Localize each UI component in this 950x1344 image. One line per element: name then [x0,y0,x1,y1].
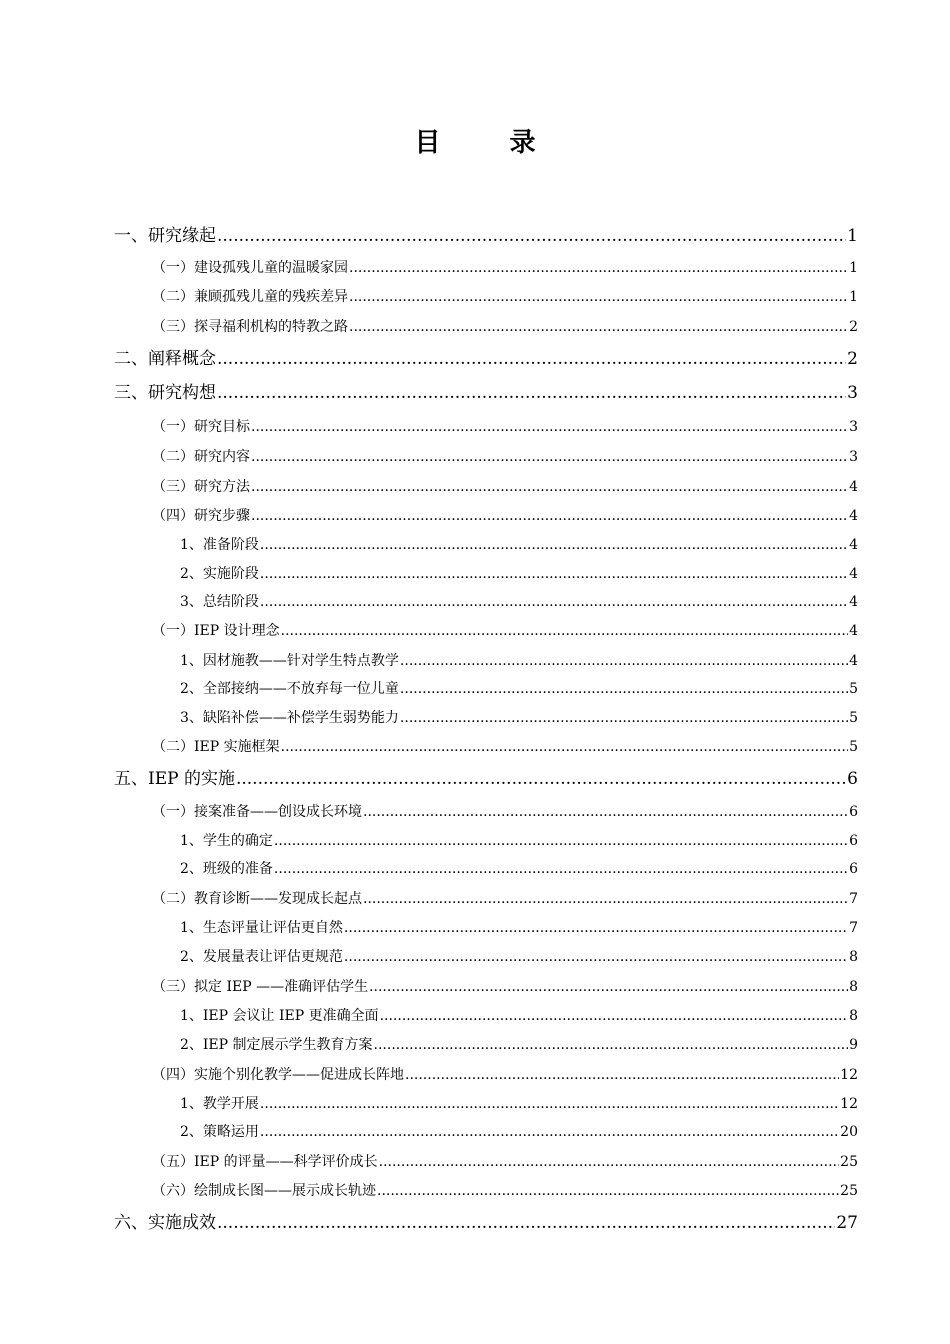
toc-dot-leader [217,383,846,403]
toc-entry-page-number: 8 [849,949,858,965]
toc-entry-page-number: 5 [849,681,858,697]
toc-entry-page-number: 25 [840,1183,858,1199]
toc-entry[interactable] [180,1005,858,1025]
toc-entry[interactable] [152,1180,858,1200]
toc-dot-leader [281,739,848,755]
toc-dot-leader [217,1213,835,1233]
toc-entry-label: （一）接案准备——创设成长环境 [152,804,362,820]
toc-entry[interactable] [180,1034,858,1054]
toc-entry-label: （六）绘制成长图——展示成长轨迹 [152,1183,376,1199]
toc-entry-page-number: 6 [849,861,858,877]
toc-entry-page-number: 3 [849,449,858,465]
toc-entry-label: 2、IEP 制定展示学生教育方案 [180,1037,373,1053]
toc-entry-page-number: 25 [840,1154,858,1170]
toc-entry-label: 2、策略运用 [180,1124,259,1140]
toc-dot-leader [400,710,848,726]
toc-entry[interactable] [152,316,858,336]
toc-dot-leader [236,769,846,789]
toc-entry-label: 1、生态评量让评估更自然 [180,920,343,936]
toc-entry-label: 2、全部接纳——不放弃每一位儿童 [180,681,399,697]
toc-entry-label: 3、总结阶段 [180,594,259,610]
toc-entry-page-number: 1 [847,226,858,246]
toc-entry[interactable] [180,591,858,611]
toc-entry-label: 2、班级的准备 [180,861,273,877]
toc-entry-label: （五）IEP 的评量——科学评价成长 [152,1154,378,1170]
toc-dot-leader [400,653,848,669]
toc-title: 目 录 [414,128,566,158]
toc-dot-leader [251,508,848,524]
toc-dot-leader [260,537,848,553]
toc-dot-leader [260,594,848,610]
toc-dot-leader [251,419,848,435]
toc-entry[interactable] [114,1208,858,1233]
toc-dot-leader [374,1037,849,1053]
toc-entry-label: 1、准备阶段 [180,537,259,553]
toc-entry-label: （二）教育诊断——发现成长起点 [152,891,362,907]
toc-entry-label: （二）兼顾孤残儿童的残疾差异 [152,289,348,305]
toc-entry-label: （三）研究方法 [152,479,250,495]
toc-dot-leader [363,804,848,820]
toc-entry-label: （一）研究目标 [152,419,250,435]
toc-entry-label: （二）研究内容 [152,449,250,465]
toc-entry-label: 六、实施成效 [114,1213,216,1233]
toc-entry-label: 一、研究缘起 [114,226,216,246]
toc-entry-page-number: 9 [849,1037,858,1053]
toc-entry-label: （一）IEP 设计理念 [152,623,280,639]
toc-entry[interactable] [152,1064,858,1084]
toc-dot-leader [217,349,846,369]
toc-dot-leader [281,623,848,639]
toc-entry-page-number: 6 [849,804,858,820]
toc-entry[interactable] [152,446,858,466]
toc-entry[interactable] [114,344,858,369]
toc-entry-label: （三）拟定 IEP ——准确评估学生 [152,979,369,995]
toc-dot-leader [349,260,848,276]
toc-entry[interactable] [152,1151,858,1171]
toc-entry[interactable] [114,221,858,246]
toc-entry-label: 1、IEP 会议让 IEP 更准确全面 [180,1008,379,1024]
toc-entry-page-number: 12 [840,1096,858,1112]
toc-dot-leader [380,1008,848,1024]
toc-entry-page-number: 4 [849,508,858,524]
toc-entry[interactable] [152,476,858,496]
toc-entry[interactable] [180,707,858,727]
toc-entry-label: 1、因材施教——针对学生特点教学 [180,653,399,669]
toc-dot-leader [260,566,848,582]
toc-entry-label: 二、阐释概念 [114,349,216,369]
toc-entry[interactable] [114,764,858,789]
toc-entry-page-number: 3 [847,383,858,403]
toc-dot-leader [405,1067,839,1083]
toc-entry-label: 3、缺陷补偿——补偿学生弱势能力 [180,710,399,726]
toc-entry[interactable] [180,917,858,937]
toc-dot-leader [251,449,848,465]
toc-entry-label: 五、IEP 的实施 [114,769,235,789]
toc-entry-page-number: 4 [849,623,858,639]
toc-entry-label: 三、研究构想 [114,383,216,403]
toc-entry-page-number: 1 [849,260,858,276]
toc-entry[interactable] [152,286,858,306]
toc-entry[interactable] [114,378,858,403]
toc-entry[interactable] [180,534,858,554]
toc-entry-page-number: 1 [849,289,858,305]
toc-entry-page-number: 4 [849,537,858,553]
toc-dot-leader [260,1096,839,1112]
toc-entry-page-number: 6 [849,833,858,849]
toc-entry-label: （三）探寻福利机构的特教之路 [152,319,348,335]
toc-dot-leader [377,1183,839,1199]
toc-entry[interactable] [180,830,858,850]
toc-entry[interactable] [152,416,858,436]
toc-entry-page-number: 3 [849,419,858,435]
toc-entry-page-number: 5 [849,710,858,726]
toc-entry-label: （一）建设孤残儿童的温暖家园 [152,260,348,276]
toc-entry-page-number: 8 [849,979,858,995]
toc-entry-page-number: 4 [849,479,858,495]
toc-entry-page-number: 6 [847,769,858,789]
toc-dot-leader [344,920,848,936]
toc-entry-page-number: 27 [836,1213,858,1233]
toc-dot-leader [217,226,846,246]
toc-entry[interactable] [180,1121,858,1141]
toc-entry-page-number: 5 [849,739,858,755]
toc-entry-page-number: 4 [849,594,858,610]
toc-entry-page-number: 7 [849,891,858,907]
toc-entry-page-number: 12 [840,1067,858,1083]
toc-dot-leader [274,861,848,877]
toc-dot-leader [379,1154,840,1170]
toc-entry[interactable] [180,650,858,670]
toc-entry[interactable] [180,563,858,583]
toc-entry-label: （四）研究步骤 [152,508,250,524]
toc-entry[interactable] [180,946,858,966]
toc-dot-leader [344,949,848,965]
toc-entry[interactable] [180,678,858,698]
toc-entry-label: 2、发展量表让评估更规范 [180,949,343,965]
toc-dot-leader [251,479,848,495]
toc-entry-label: （二）IEP 实施框架 [152,739,280,755]
toc-entry-page-number: 2 [847,349,858,369]
toc-entry-label: 2、实施阶段 [180,566,259,582]
toc-entry[interactable] [152,257,858,277]
toc-entry-page-number: 8 [849,1008,858,1024]
toc-dot-leader [400,681,848,697]
toc-dot-leader [274,833,848,849]
toc-entry[interactable] [152,801,858,821]
toc-entry-label: 1、教学开展 [180,1096,259,1112]
toc-entry[interactable] [152,888,858,908]
toc-dot-leader [363,891,848,907]
toc-entry[interactable] [152,736,858,756]
toc-entry[interactable] [152,505,858,525]
toc-entry-label: （四）实施个别化教学——促进成长阵地 [152,1067,404,1083]
toc-entry-label: 1、学生的确定 [180,833,273,849]
toc-entry[interactable] [180,1093,858,1113]
toc-dot-leader [369,979,848,995]
toc-entry[interactable] [180,858,858,878]
toc-entry[interactable] [152,976,858,996]
toc-entry-page-number: 4 [849,653,858,669]
toc-entry-page-number: 4 [849,566,858,582]
toc-entry-page-number: 20 [840,1124,858,1140]
toc-dot-leader [349,289,848,305]
toc-dot-leader [260,1124,839,1140]
toc-entry-page-number: 2 [849,319,858,335]
toc-dot-leader [349,319,848,335]
toc-entry-page-number: 7 [849,920,858,936]
toc-entry[interactable] [152,620,858,640]
